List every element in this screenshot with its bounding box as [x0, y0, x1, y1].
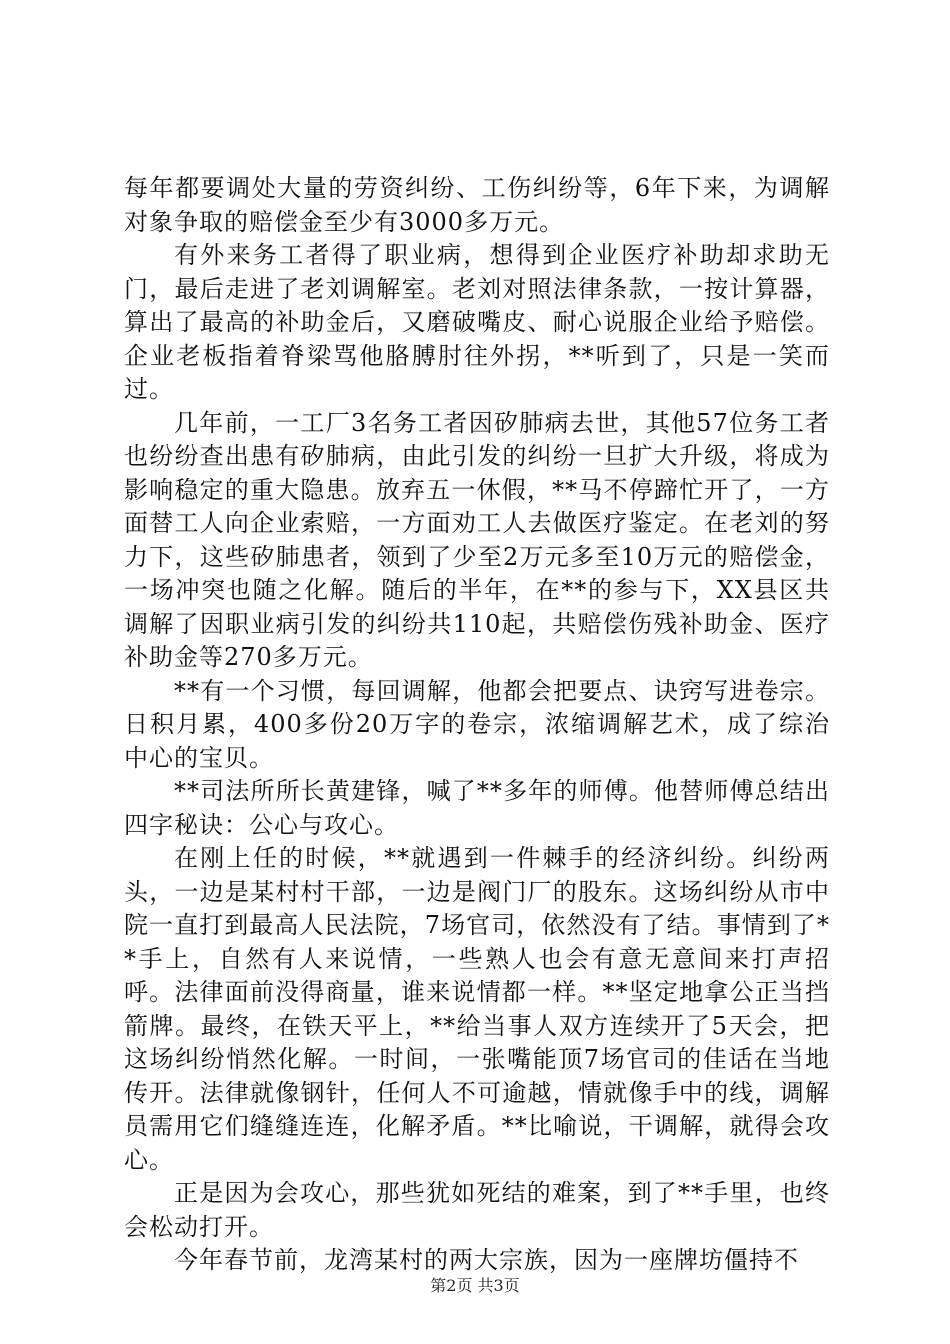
paragraph-economic-dispute: 在刚上任的时候，**就遇到一件棘手的经济纠纷。纠纷两头，一边是某村村干部，一边是阀门厂的股东。这场纠纷从市中院一直打到最高人民法院，7场官司，依然没有了结。事情到了**手上，自然有人来说情，一些熟人也会有意无意间来打声招呼。法律面前没得商量，谁来说情都一样。**坚定地拿公正当挡箭牌。最终，在铁天平上，**给当事人双方连续开了5天会，把这场纠纷悄然化解。一时间，一张嘴能顶7场官司的佳话在当地传开。法律就像钢针，任何人不可逾越，情就像手中的线，调解员需用它们缝缝连连，化解矛盾。**比喻说，干调解，就得会攻心。: [124, 844, 830, 1174]
paragraph-four-char-secret: **司法所所长黄建锋，喊了**多年的师傅。他替师傅总结出四字秘诀：公心与攻心。: [124, 777, 830, 839]
document-body: [124, 172, 830, 1278]
paragraph-hard-cases: 正是因为会攻心，那些犹如死结的难案，到了**手里，也终会松动打开。: [124, 1179, 830, 1241]
paragraph-case-files: **有一个习惯，每回调解，他都会把要点、诀窍写进卷宗。日积月累，400多份20万字的卷宗，浓缩调解艺术，成了综治中心的宝贝。: [124, 676, 830, 772]
paragraph-spring-festival: 今年春节前，龙湾某村的两大宗族，因为一座牌坊僵持不: [174, 1246, 799, 1274]
paragraph-continuation: 每年都要调处大量的劳资纠纷、工伤纠纷等，6年下来，为调解对象争取的赔偿金至少有3000多万元。: [124, 174, 830, 236]
page-number-footer: 第2页 共3页: [430, 1276, 520, 1295]
paragraph-occupational-disease: 有外来务工者得了职业病，想得到企业医疗补助却求助无门，最后走进了老刘调解室。老刘对照法律条款，一按计算器，算出了最高的补助金后，又磨破嘴皮、耐心说服企业给予赔偿。企业老板指着脊梁骂他胳膊肘往外拐，**听到了，只是一笑而过。: [124, 241, 830, 403]
paragraph-silicosis-dispute: 几年前，一工厂3名务工者因矽肺病去世，其他57位务工者也纷纷查出患有矽肺病，由此引发的纠纷一旦扩大升级，将成为影响稳定的重大隐患。放弃五一休假，**马不停蹄忙开了，一方面替工人向企业索赔，一方面劝工人去做医疗鉴定。在老刘的努力下，这些矽肺患者，领到了少至2万元多至10万元的赔偿金，一场冲突也随之化解。随后的半年，在**的参与下，XX县区共调解了因职业病引发的纠纷共110起，共赔偿伤残补助金、医疗补助金等270多万元。: [124, 408, 830, 671]
